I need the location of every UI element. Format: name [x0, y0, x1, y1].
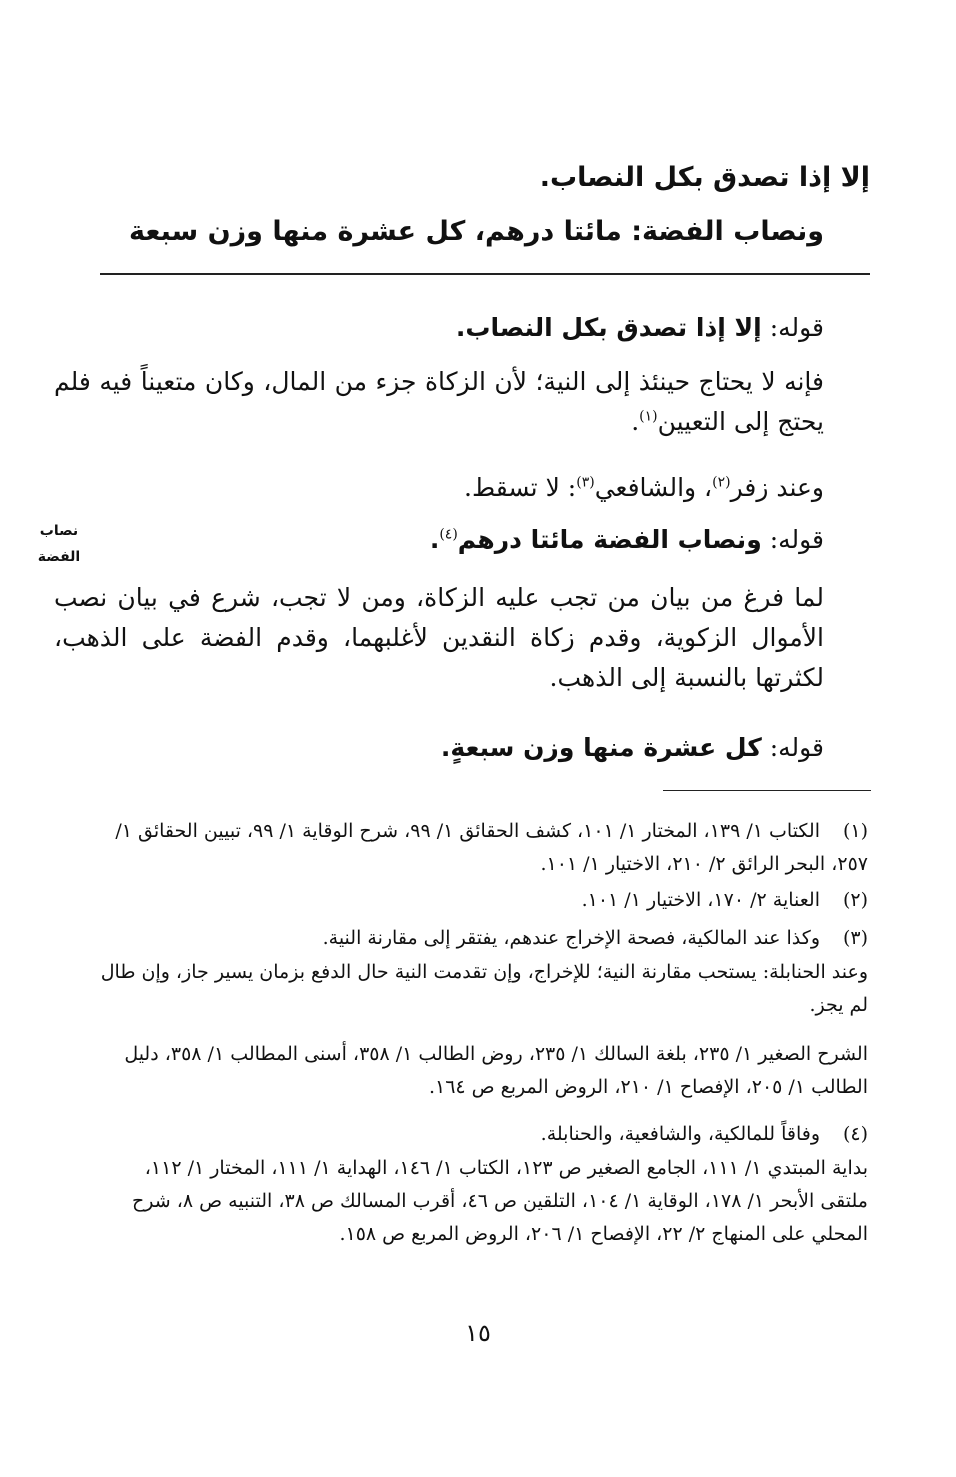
quoted-matn: إلا إذا تصدق بكل النصاب. — [455, 313, 762, 342]
quote-prefix: قوله: — [769, 525, 824, 554]
page-number: ١٥ — [465, 1319, 491, 1347]
footnote-separator-rule — [663, 790, 871, 791]
paragraph-text: فإنه لا يحتاج حينئذ إلى النية؛ لأن الزكاة جزء من المال، وكان متعيناً فيه فلم يحتج إلى التعيين — [54, 367, 824, 436]
paragraph-text: لما فرغ من بيان من تجب عليه الزكاة، ومن لا تجب، شرع في بيان نصب الأموال الزكوية، وقدم زكاة النقدين لأغلبهما، وقدم الفضة على الذهب، لكثرتها بالنسبة إلى الذهب. — [54, 583, 824, 692]
footnote-text: وكذا عند المالكية، فصحة الإخراج عندهم، يفتقر إلى مقارنة النية. — [322, 927, 820, 949]
footnote-3-paragraph-3: الشرح الصغير ١/ ٢٣٥، بلغة السالك ١/ ٢٣٥، روض الطالب ١/ ٣٥٨، أسنى المطالب ١/ ٣٥٨، دليل الطالب ١/ ٢٠٥، الإفصاح ١/ ٢١٠، الروض المربع ص ١٦٤. — [124, 1043, 868, 1098]
margin-heading-line-1: نصاب — [39, 523, 79, 539]
footnote-ref[interactable]: (٤) — [439, 526, 458, 543]
footnote-number: (٢) — [842, 889, 868, 911]
paragraph-end: . — [631, 407, 640, 436]
paragraph-text-b: ، والشافعي — [594, 473, 713, 502]
quote-end: . — [429, 525, 440, 554]
footnote-number: (٤) — [842, 1123, 868, 1145]
paragraph-text-a: وعند زفر — [730, 473, 824, 502]
footnote-ref[interactable]: (١) — [639, 408, 658, 425]
footnote-4-paragraph-2: بداية المبتدي ١/ ١١١، الجامع الصغير ص ١٢٣، الكتاب ١/ ١٤٦، الهداية ١/ ١١١، المختار ١/ ١١٢، ملتقى الأبحر ١/ ١٧٨، الوقاية ١/ ١٠٤، التلقين ص ٤٦، أقرب المسالك ص ٣٨، التنبيه ص ٨، شرح المحلي على المنهاج ٢/ ٢٢، الإفصاح ١/ ٢٠٦، الروض المربع ص ١٥٨. — [132, 1157, 868, 1245]
footnote-3-paragraph-2: وعند الحنابلة: يستحب مقارنة النية؛ للإخراج، وإن تقدمت النية حال الدفع بزمان يسير جاز، وإن طال لم يجز. — [100, 961, 868, 1016]
matn-line-1: إلا إذا تصدق بكل النصاب. — [539, 162, 870, 193]
footnote-1 — [98, 815, 868, 881]
commentary-paragraph-2 — [54, 468, 868, 508]
matn-line-2: ونصاب الفضة: مائتا درهم، كل عشرة منها وزن سبعة — [128, 216, 824, 247]
quoted-matn: ونصاب الفضة مائتا درهم — [457, 525, 762, 554]
footnote-ref[interactable]: (٢) — [712, 474, 731, 491]
footnote-text: وفاقاً للمالكية، والشافعية، والحنابلة. — [540, 1123, 820, 1145]
paragraph-text-c: : لا تسقط. — [464, 473, 577, 502]
quoted-matn: كل عشرة منها وزن سبعةٍ. — [440, 733, 762, 762]
quote-prefix: قوله: — [769, 313, 824, 342]
footnote-2 — [98, 884, 868, 917]
footnote-text: العناية ٢/ ١٧٠، الاختيار ١/ ١٠١. — [581, 889, 820, 911]
quote-prefix: قوله: — [769, 733, 824, 762]
matn-separator-rule — [100, 273, 870, 275]
footnote-number: (١) — [842, 820, 868, 842]
footnote-4 — [98, 1118, 868, 1151]
commentary-quote-2 — [54, 520, 868, 560]
footnote-3 — [98, 922, 868, 955]
footnote-text: الكتاب ١/ ١٣٩، المختار ١/ ١٠١، كشف الحقائق ١/ ٩٩، شرح الوقاية ١/ ٩٩، تبيين الحقائق ١/ ٢٥٧، البحر الرائق ٢/ ٢١٠، الاختيار ١/ ١٠١. — [115, 820, 868, 875]
footnote-ref[interactable]: (٣) — [576, 474, 595, 491]
footnote-number: (٣) — [842, 927, 868, 949]
commentary-paragraph-1 — [54, 362, 868, 442]
commentary-quote-3 — [54, 728, 868, 768]
commentary-quote-1 — [54, 308, 868, 348]
commentary-paragraph-3 — [54, 578, 868, 698]
margin-heading-line-2: الفضة — [37, 549, 81, 565]
